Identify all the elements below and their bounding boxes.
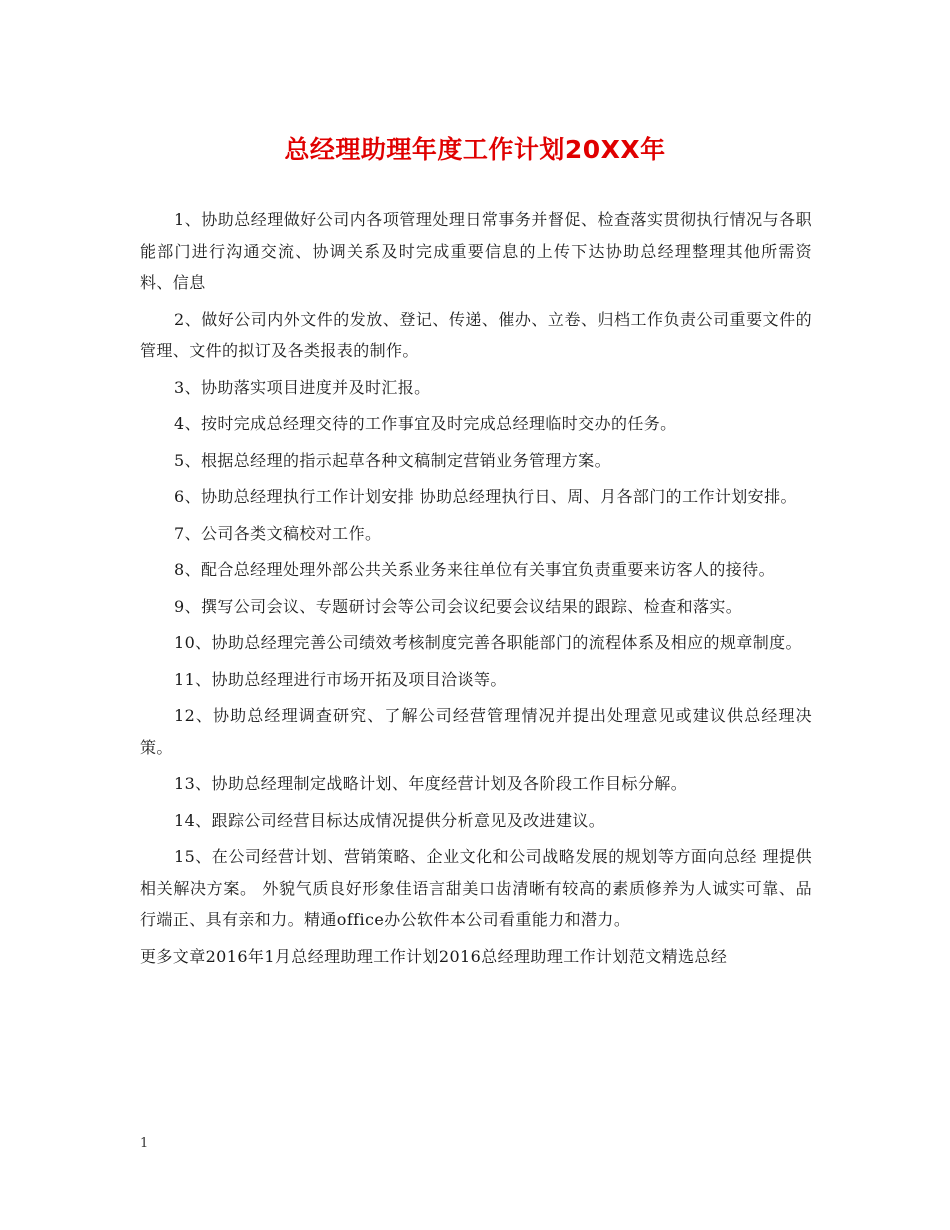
paragraph-6: 6、协助总经理执行工作计划安排 协助总经理执行日、周、月各部门的工作计划安排。 [174, 487, 797, 506]
paragraph-7: 7、公司各类文稿校对工作。 [174, 523, 382, 543]
paragraph-12: 12、协助总经理调查研究、了解公司经营管理情况并提出处理意见或建议供总经理决策。 [140, 706, 812, 757]
paragraph-13: 13、协助总经理制定战略计划、年度经营计划及各阶段工作目标分解。 [174, 774, 688, 793]
paragraph-1: 1、协助总经理做好公司内各项管理处理日常事务并督促、检查落实贯彻执行情况与各职能部门进行沟通交流、协调关系及时完成重要信息的上传下达协助总经理整理其他所需资料、信息 [140, 210, 812, 292]
paragraph-3: 3、协助落实项目进度并及时汇报。 [174, 377, 431, 397]
paragraph-14: 14、跟踪公司经营目标达成情况提供分析意见及改进建议。 [174, 810, 606, 830]
paragraph-9: 9、撰写公司会议、专题研讨会等公司会议纪要会议结果的跟踪、检查和落实。 [174, 596, 743, 616]
paragraph-11: 11、协助总经理进行市场开拓及项目洽谈等。 [174, 669, 507, 689]
paragraph-5: 5、根据总经理的指示起草各种文稿制定营销业务管理方案。 [174, 450, 611, 470]
document-body [140, 204, 812, 977]
more-articles-line: 更多文章2016年1月总经理助理工作计划2016总经理助理工作计划范文精选总经 [140, 946, 728, 966]
paragraph-4: 4、按时完成总经理交待的工作事宜及时完成总经理临时交办的任务。 [174, 414, 677, 433]
paragraph-2: 2、做好公司内外文件的发放、登记、传递、催办、立卷、归档工作负责公司重要文件的管理、文件的拟订及各类报表的制作。 [140, 309, 812, 360]
paragraph-10: 10、协助总经理完善公司绩效考核制度完善各职能部门的流程体系及相应的规章制度。 [174, 633, 802, 652]
paragraph-8: 8、配合总经理处理外部公共关系业务来往单位有关事宜负责重要来访客人的接待。 [174, 560, 775, 579]
page-number: 1 [140, 1136, 149, 1151]
paragraph-15: 15、在公司经营计划、营销策略、企业文化和公司战略发展的规划等方面向总经 理提供相关解决方案。 外貌气质良好形象佳语言甜美口齿清晰有较高的素质修养为人诚实可靠、品行端正、具有亲和力。精通office办公软件本公司看重能力和潜力。 [140, 847, 812, 929]
document-title: 总经理助理年度工作计划20XX年 [284, 135, 666, 164]
